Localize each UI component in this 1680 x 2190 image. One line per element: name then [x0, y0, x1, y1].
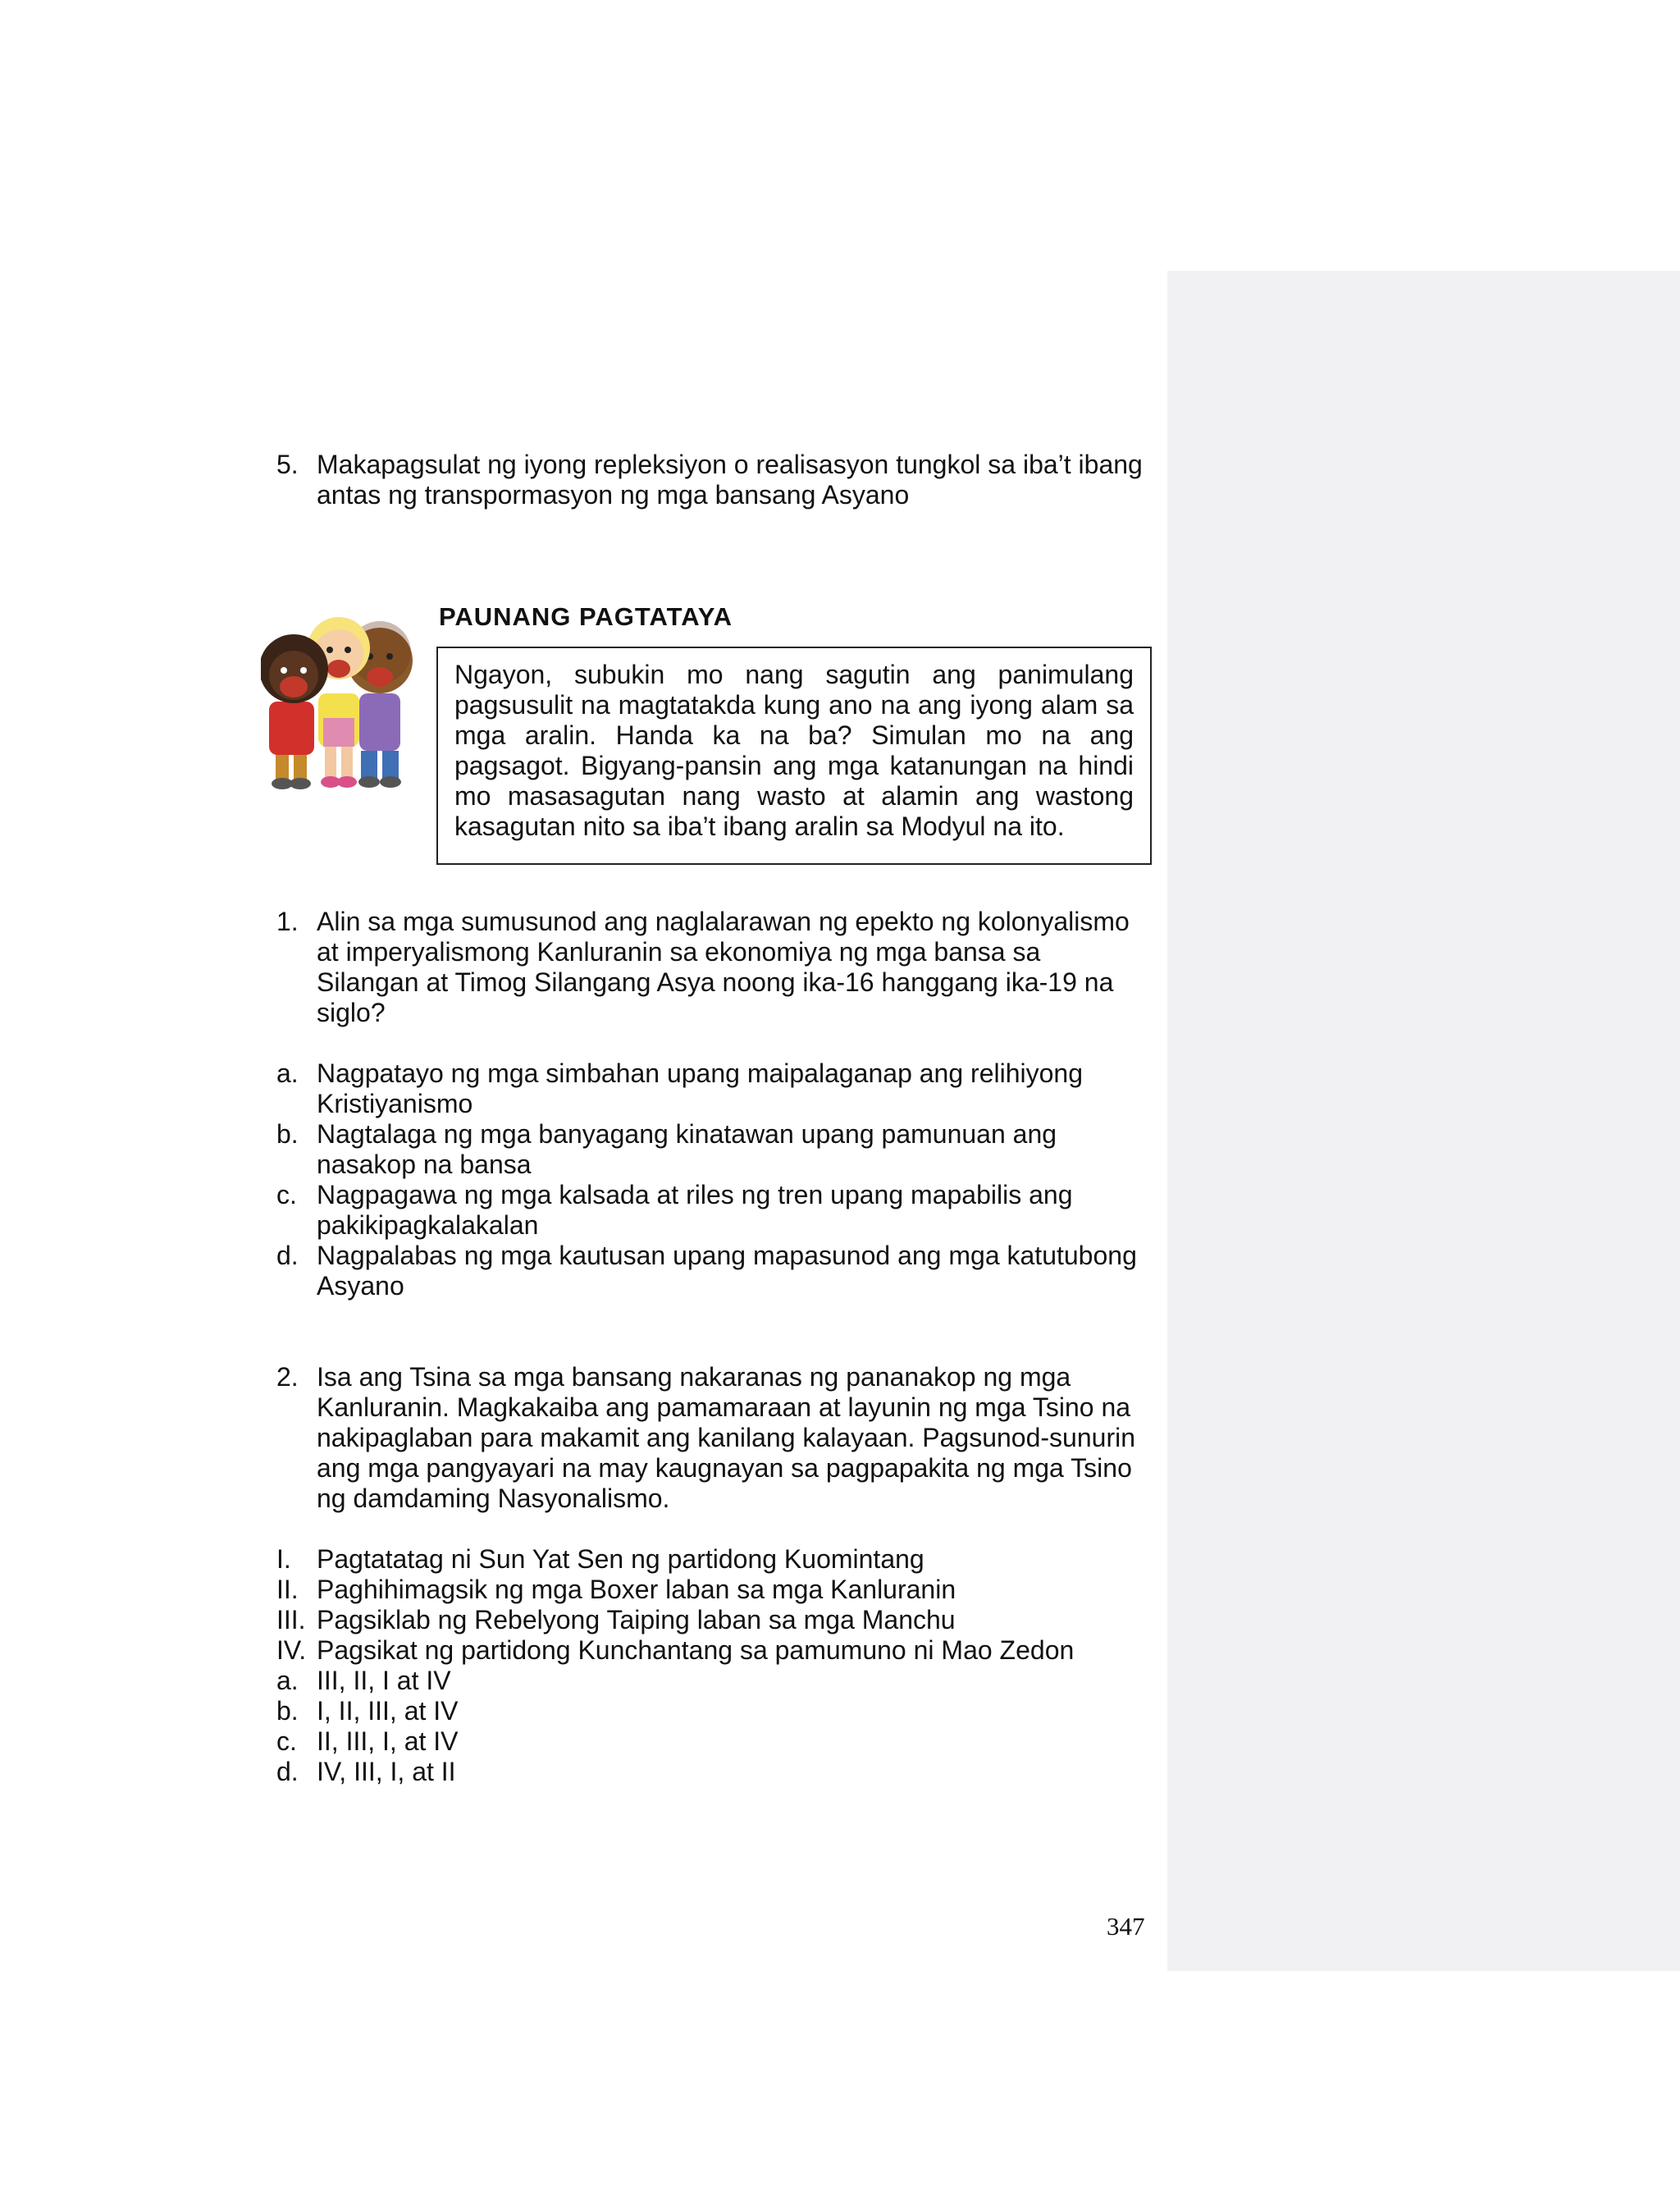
question-2-text: Isa ang Tsina sa mga bansang nakaranas ng pananakop ng mga Kanluranin. Magkakaiba ang pamamaraan at layunin ng mga Tsino na nakipaglaban para makamit ang kanilang kalayaan. Pagsunod-sunurin ang mga pangyayari na may kaugnayan sa pagpapakita ng mga Tsino ng damdaming Nasyonalismo.	[317, 1362, 1135, 1513]
choice-text: Nagpagawa ng mga kalsada at riles ng tren upang mapabilis ang pakikipagkalakalan	[317, 1180, 1073, 1240]
choice-label: d.	[276, 1241, 299, 1270]
choice-text: Nagpalabas ng mga kautusan upang mapasunod ang mga katutubong Asyano	[317, 1241, 1137, 1301]
choice-label: b.	[276, 1119, 299, 1149]
choice-text: III, II, I at IV	[317, 1666, 451, 1695]
question-1-text: Alin sa mga sumusunod ang naglalarawan ng epekto ng kolonyalismo at imperyalismong Kanluranin sa ekonomiya ng mga bansa sa Silangan at Timog Silangang Asya noong ika-16 hanggang ika-19 na siglo?	[317, 907, 1130, 1027]
page-number: 347	[1107, 1912, 1145, 1941]
choice-label: c.	[276, 1180, 297, 1209]
question-2-number: 2.	[276, 1362, 299, 1392]
event-label: IV.	[276, 1635, 307, 1665]
objective-number: 5.	[276, 450, 299, 479]
choice-label: a.	[276, 1666, 299, 1695]
choice-text: I, II, III, at IV	[317, 1696, 459, 1726]
children-illustration	[261, 603, 417, 792]
event-text: Paghihimagsik ng mga Boxer laban sa mga Kanluranin	[317, 1575, 956, 1604]
choice-text: Nagtalaga ng mga banyagang kinatawan upang pamunuan ang nasakop na bansa	[317, 1119, 1057, 1179]
event-text: Pagsikat ng partidong Kunchantang sa pamumuno ni Mao Zedon	[317, 1635, 1075, 1665]
choice-text: II, III, I, at IV	[317, 1726, 459, 1756]
child-left-figure	[261, 634, 328, 789]
choice-label: b.	[276, 1696, 299, 1726]
event-label: I.	[276, 1544, 291, 1574]
event-text: Pagsiklab ng Rebelyong Taiping laban sa mga Manchu	[317, 1605, 956, 1634]
intro-text: Ngayon, subukin mo nang sagutin ang panimulang pagsusulit na magtatakda kung ano na ang iyong alam sa mga aralin. Handa ka na ba? Simulan mo na ang pagsagot. Bigyang-pansin ang mga katanungan na hindi mo masasagutan nang wasto at alamin ang wastong kasagutan nito sa iba’t ibang aralin sa Modyul na ito.	[454, 660, 1134, 841]
section-heading: PAUNANG PAGTATAYA	[439, 602, 733, 631]
event-label: II.	[276, 1575, 299, 1604]
question-1-number: 1.	[276, 907, 299, 936]
intro-box	[436, 647, 1152, 865]
choice-label: a.	[276, 1058, 299, 1088]
event-text: Pagtatatag ni Sun Yat Sen ng partidong Kuomintang	[317, 1544, 924, 1574]
choice-text: IV, III, I, at II	[317, 1757, 456, 1786]
event-label: III.	[276, 1605, 306, 1634]
objective-text: Makapagsulat ng iyong repleksiyon o realisasyon tungkol sa iba’t ibang antas ng transpormasyon ng mga bansang Asyano	[317, 450, 1143, 510]
choice-label: c.	[276, 1726, 297, 1756]
choice-label: d.	[276, 1757, 299, 1786]
choice-text: Nagpatayo ng mga simbahan upang maipalaganap ang relihiyong Kristiyanismo	[317, 1058, 1083, 1118]
comment-pane	[1167, 271, 1680, 1971]
